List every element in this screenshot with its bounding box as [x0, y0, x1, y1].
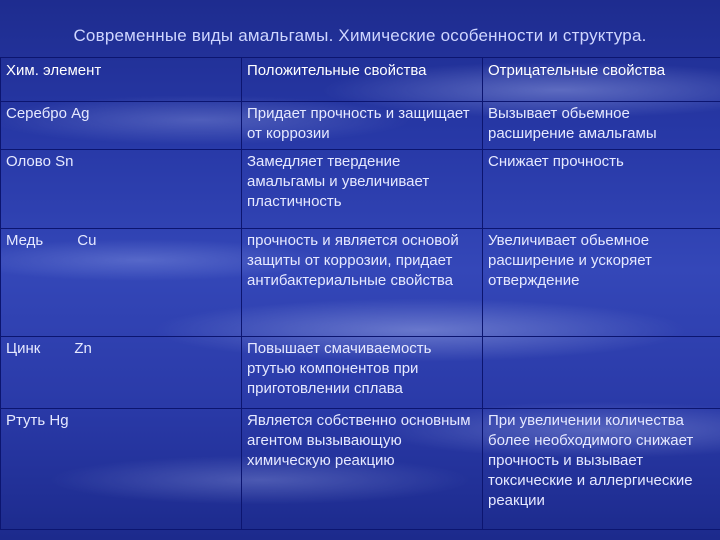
- cell-element: Олово Sn: [1, 150, 242, 229]
- table-row: [1, 337, 720, 409]
- cell-element: [1, 337, 242, 409]
- cell-element: [1, 229, 242, 337]
- header-positive: Положительные свойства: [242, 58, 483, 102]
- cell-negative: При увеличении количества более необходимого снижает прочность и вызывает токсические и аллергические реакции: [483, 409, 720, 530]
- cell-negative: Снижает прочность: [483, 150, 720, 229]
- cell-element: Серебро Ag: [1, 102, 242, 150]
- cell-positive: Замедляет твердение амальгамы и увеличивает пластичность: [242, 150, 483, 229]
- table-row: [1, 409, 720, 530]
- table-row: [1, 229, 720, 337]
- table-row: [1, 150, 720, 229]
- element-name: Цинк: [6, 340, 41, 357]
- element-symbol: Cu: [77, 232, 97, 249]
- slide-title: Современные виды амальгамы. Химические особенности и структура.: [73, 26, 647, 45]
- table-row: [1, 102, 720, 150]
- cell-negative: Увеличивает обьемное расширение и ускоряет отверждение: [483, 229, 720, 337]
- cell-positive: Является собственно основным агентом вызывающую химическую реакцию: [242, 409, 483, 530]
- cell-element: Ртуть Hg: [1, 409, 242, 530]
- cell-negative: Вызывает обьемное расширение амальгамы: [483, 102, 720, 150]
- header-element: Хим. элемент: [1, 58, 242, 102]
- element-name: Медь: [6, 232, 44, 249]
- cell-positive: Повышает смачиваемость ртутью компонентов при приготовлении сплава: [242, 337, 483, 409]
- cell-negative: [483, 337, 720, 409]
- header-negative: Отрицательные свойства: [483, 58, 720, 102]
- table-header-row: [1, 58, 720, 102]
- element-symbol: Zn: [74, 340, 92, 357]
- cell-positive: прочность и является основой защиты от коррозии, придает антибактериальные свойства: [242, 229, 483, 337]
- amalgam-properties-table: [0, 57, 720, 530]
- cell-positive: Придает прочность и защищает от коррозии: [242, 102, 483, 150]
